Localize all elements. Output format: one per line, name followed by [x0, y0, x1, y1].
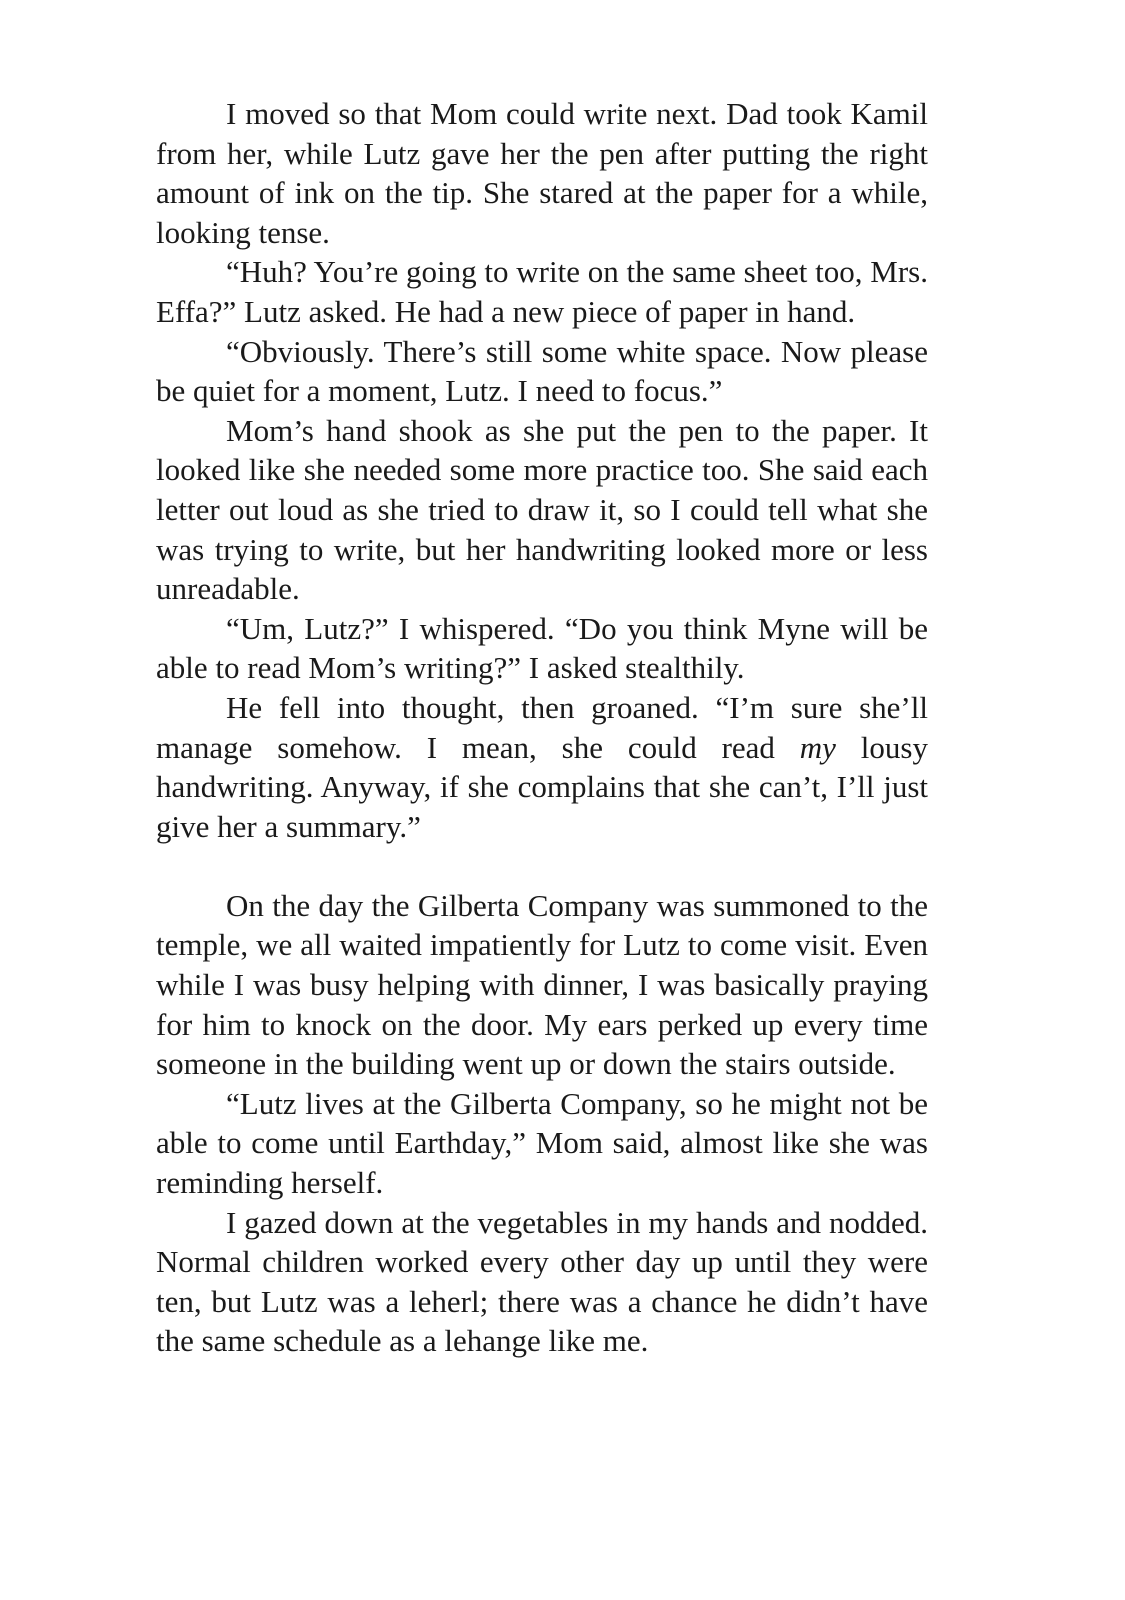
emphasized-word: my: [799, 729, 836, 765]
paragraph: “Um, Lutz?” I whispered. “Do you think Myne will be able to read Mom’s writing?” I asked stealthily.: [156, 610, 928, 686]
paragraph: “Obviously. There’s still some white space. Now please be quiet for a moment, Lutz. I need to focus.”: [156, 333, 928, 409]
paragraph-text: He fell into thought, then groaned. “I’m sure she’ll manage somehow. I mean, she could read: [156, 689, 928, 765]
paragraph: [156, 688, 928, 846]
paragraph-text: lousy handwriting. Anyway, if she complains that she can’t, I’ll just give her a summary.”: [156, 729, 928, 844]
book-page: [156, 94, 928, 1361]
paragraph: Mom’s hand shook as she put the pen to the paper. It looked like she needed some more practice too. She said each letter out loud as she tried to draw it, so I could tell what she was trying to write, but her handwriting looked more or less unreadable.: [156, 412, 928, 607]
paragraph: On the day the Gilberta Company was summoned to the temple, we all waited impatiently for Lutz to come visit. Even while I was busy helping with dinner, I was basically praying for him to knock on the door. My ears perked up every time someone in the building went up or down the stairs outside.: [156, 887, 928, 1082]
paragraph: I moved so that Mom could write next. Dad took Kamil from her, while Lutz gave her the pen after putting the right amount of ink on the tip. She stared at the paper for a while, looking tense.: [156, 96, 928, 250]
paragraph: “Lutz lives at the Gilberta Company, so he might not be able to come until Earthday,” Mom said, almost like she was reminding herself.: [156, 1085, 928, 1201]
paragraph: “Huh? You’re going to write on the same sheet too, Mrs. Effa?” Lutz asked. He had a new piece of paper in hand.: [156, 254, 928, 329]
paragraph: I gazed down at the vegetables in my hands and nodded. Normal children worked every other day up until they were ten, but Lutz was a leherl; there was a chance he didn’t have the same schedule as a lehange like me.: [156, 1204, 928, 1359]
